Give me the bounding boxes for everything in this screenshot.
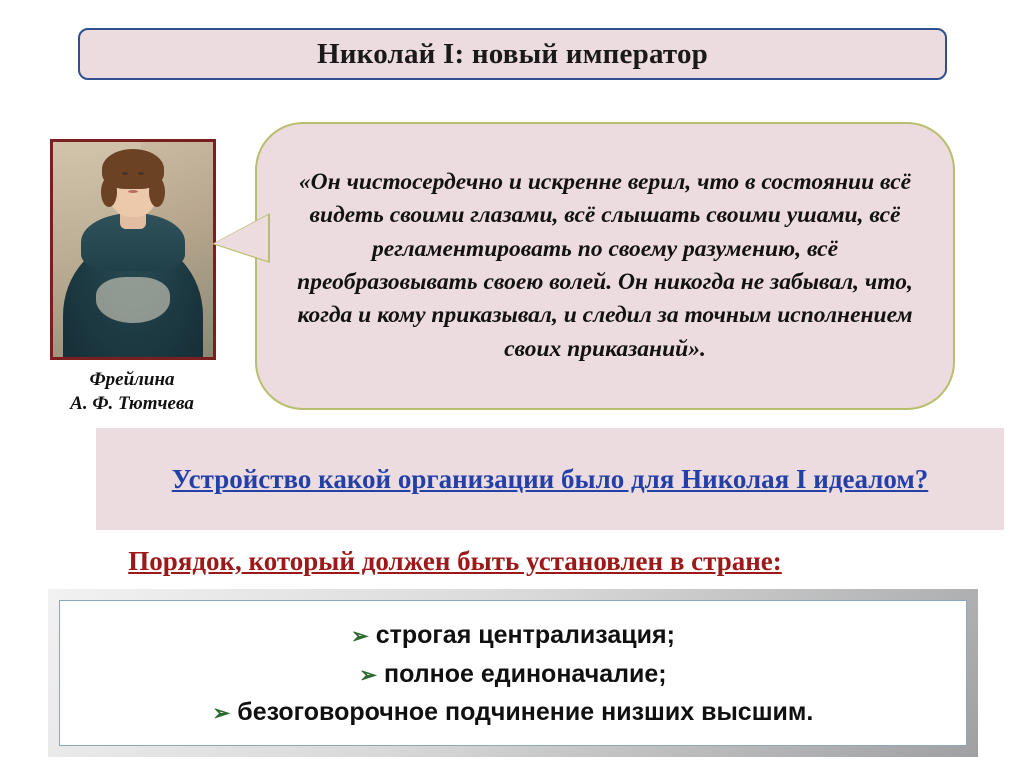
slide-title-box xyxy=(78,28,947,80)
quote-speech-bubble xyxy=(255,122,955,410)
portrait-caption-line1: Фрейлина xyxy=(89,369,175,390)
arrow-bullet-icon: ➢ xyxy=(351,624,369,648)
page-title: Николай I: новый император xyxy=(317,37,708,70)
list-item xyxy=(213,693,814,732)
question-band xyxy=(96,428,1004,530)
portrait-eye-left xyxy=(122,172,128,175)
points-list xyxy=(59,600,967,746)
arrow-bullet-icon: ➢ xyxy=(359,663,377,687)
order-heading: Порядок, который должен быть установлен в стране: xyxy=(128,546,782,576)
portrait xyxy=(50,139,216,360)
quote-text: «Он чистосердечно и искренне верил, что в состоянии всё видеть своими глазами, всё слышать своими ушами, всё регламентировать по своему разумению, всё преобразовывать своею волей. Он никогда не забывал, что, когда и кому приказывал, и следил за точным исполнением своих приказаний». xyxy=(297,168,913,362)
portrait-lace xyxy=(96,277,170,323)
portrait-hair-right xyxy=(149,177,165,207)
portrait-eye-right xyxy=(138,172,144,175)
portrait-caption xyxy=(22,368,242,416)
portrait-caption-line2: А. Ф. Тютчева xyxy=(70,392,194,414)
portrait-mouth xyxy=(128,190,138,193)
list-item-label: полное единоначалие; xyxy=(383,659,667,688)
list-item xyxy=(359,655,666,694)
question-text: Устройство какой организации было для Николая I идеалом? xyxy=(171,463,929,494)
list-item-label: безоговорочное подчинение низших высшим. xyxy=(237,698,814,727)
speech-bubble-tail xyxy=(214,215,268,261)
list-item-label: строгая централизация; xyxy=(375,620,675,649)
arrow-bullet-icon: ➢ xyxy=(212,702,231,726)
list-item xyxy=(351,616,675,655)
portrait-hair-left xyxy=(101,177,117,207)
portrait-frame xyxy=(50,139,216,360)
points-frame xyxy=(48,589,978,757)
